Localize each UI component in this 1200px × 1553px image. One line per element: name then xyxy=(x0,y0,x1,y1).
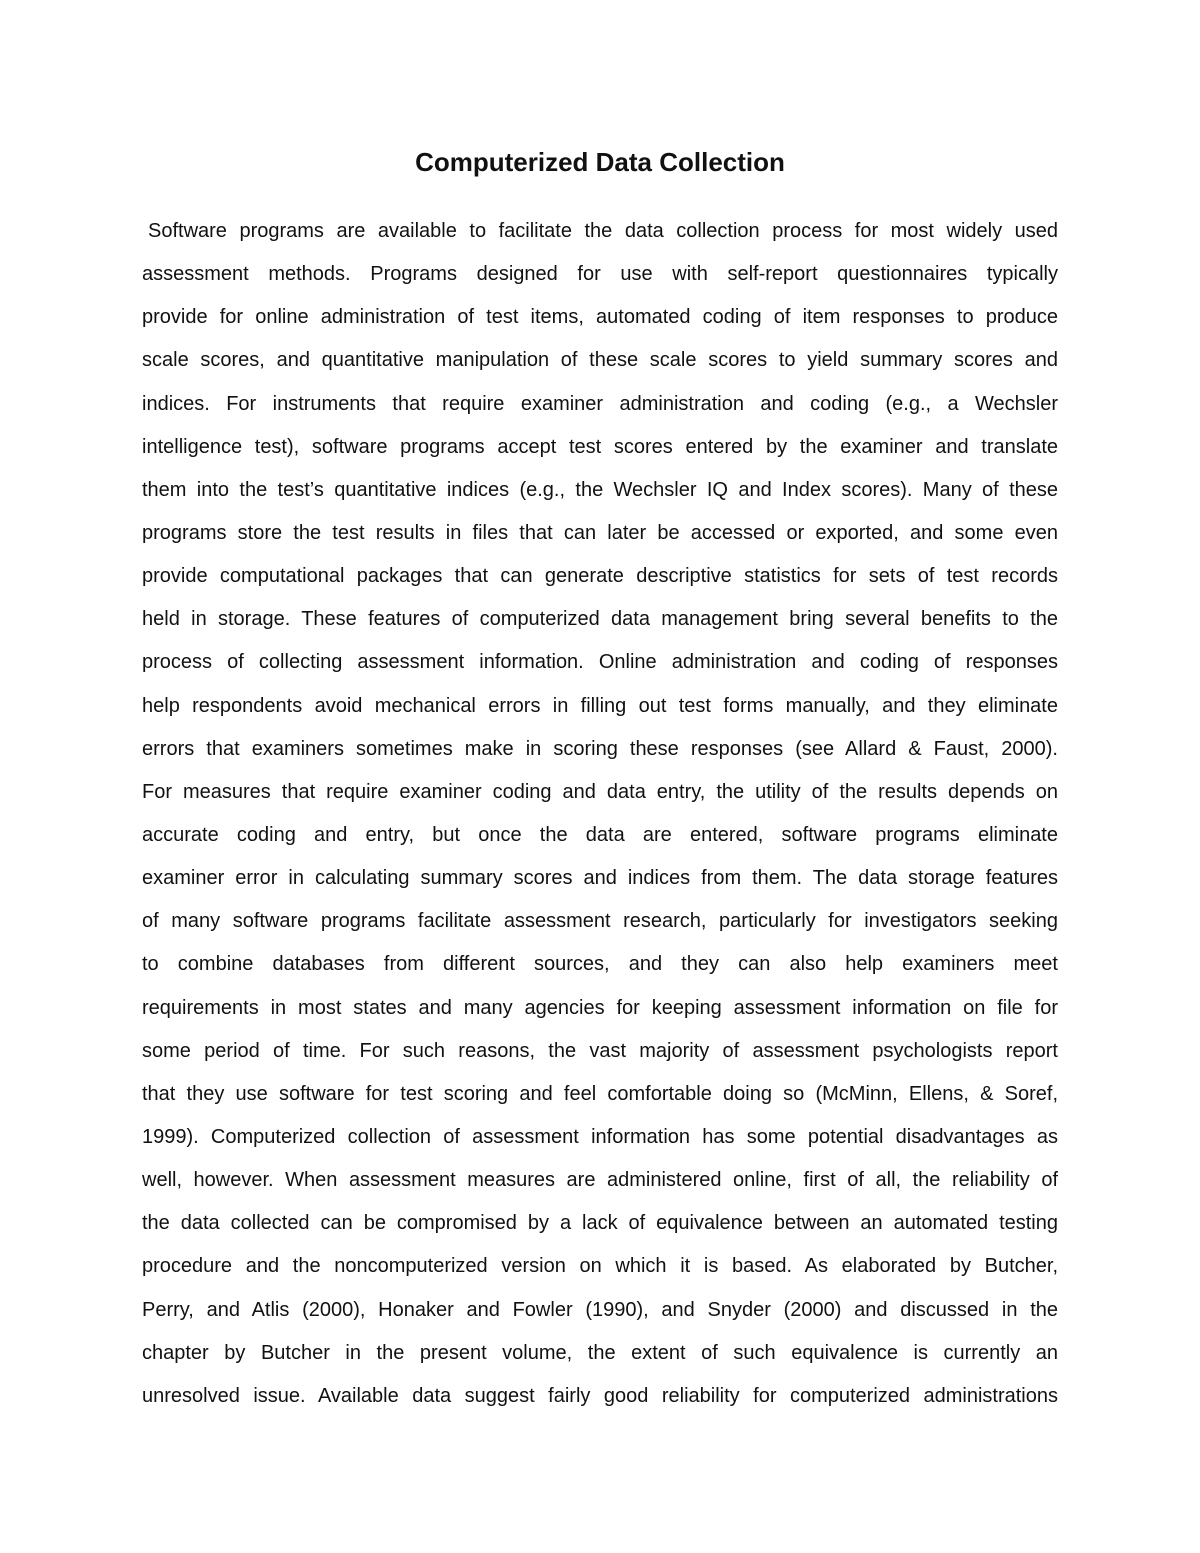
text-line: provide computational packages that can generate descriptive statistics for sets of test records xyxy=(142,565,1058,588)
text-line: process of collecting assessment information. Online administration and coding of responses xyxy=(142,651,1058,674)
text-line: requirements in most states and many agencies for keeping assessment information on file for xyxy=(142,996,1058,1019)
text-line: of many software programs facilitate assessment research, particularly for investigators seeking xyxy=(142,910,1058,933)
text-line: indices. For instruments that require examiner administration and coding (e.g., a Wechsler xyxy=(142,392,1058,415)
text-line: well, however. When assessment measures are administered online, first of all, the reliability of xyxy=(142,1169,1058,1192)
text-line: scale scores, and quantitative manipulation of these scale scores to yield summary scores and xyxy=(142,349,1058,372)
text-line: Perry, and Atlis (2000), Honaker and Fowler (1990), and Snyder (2000) and discussed in the xyxy=(142,1298,1058,1321)
text-line: procedure and the noncomputerized version on which it is based. As elaborated by Butcher, xyxy=(142,1255,1058,1278)
text-line: that they use software for test scoring and feel comfortable doing so (McMinn, Ellens, & Soref, xyxy=(142,1082,1058,1105)
text-line: held in storage. These features of computerized data management bring several benefits to the xyxy=(142,608,1058,631)
text-line: examiner error in calculating summary scores and indices from them. The data storage features xyxy=(142,867,1058,890)
text-line: For measures that require examiner coding and data entry, the utility of the results depends on xyxy=(142,780,1058,803)
text-line: them into the test’s quantitative indices (e.g., the Wechsler IQ and Index scores). Many of these xyxy=(142,478,1058,501)
text-line: the data collected can be compromised by a lack of equivalence between an automated testing xyxy=(142,1212,1058,1235)
document-title: Computerized Data Collection xyxy=(415,147,785,177)
text-line: some period of time. For such reasons, the vast majority of assessment psychologists report xyxy=(142,1039,1058,1062)
text-line: to combine databases from different sources, and they can also help examiners meet xyxy=(142,953,1058,976)
text-line: Software programs are available to facilitate the data collection process for most widely used xyxy=(148,220,1058,242)
text-line: intelligence test), software programs accept test scores entered by the examiner and translate xyxy=(142,435,1058,458)
text-line: assessment methods. Programs designed for use with self-report questionnaires typically xyxy=(142,263,1058,286)
text-line: 1999). Computerized collection of assessment information has some potential disadvantages as xyxy=(142,1125,1058,1148)
text-line: provide for online administration of test items, automated coding of item responses to produce xyxy=(142,306,1058,329)
text-line: errors that examiners sometimes make in scoring these responses (see Allard & Faust, 2000). xyxy=(142,737,1058,760)
body-paragraph xyxy=(142,210,1058,1418)
text-line: accurate coding and entry, but once the data are entered, software programs eliminate xyxy=(142,823,1058,846)
text-line: unresolved issue. Available data suggest fairly good reliability for computerized administrations xyxy=(142,1384,1058,1407)
text-line: chapter by Butcher in the present volume, the extent of such equivalence is currently an xyxy=(142,1341,1058,1364)
text-line: help respondents avoid mechanical errors in filling out test forms manually, and they eliminate xyxy=(142,694,1058,717)
text-line: programs store the test results in files that can later be accessed or exported, and some even xyxy=(142,521,1058,544)
